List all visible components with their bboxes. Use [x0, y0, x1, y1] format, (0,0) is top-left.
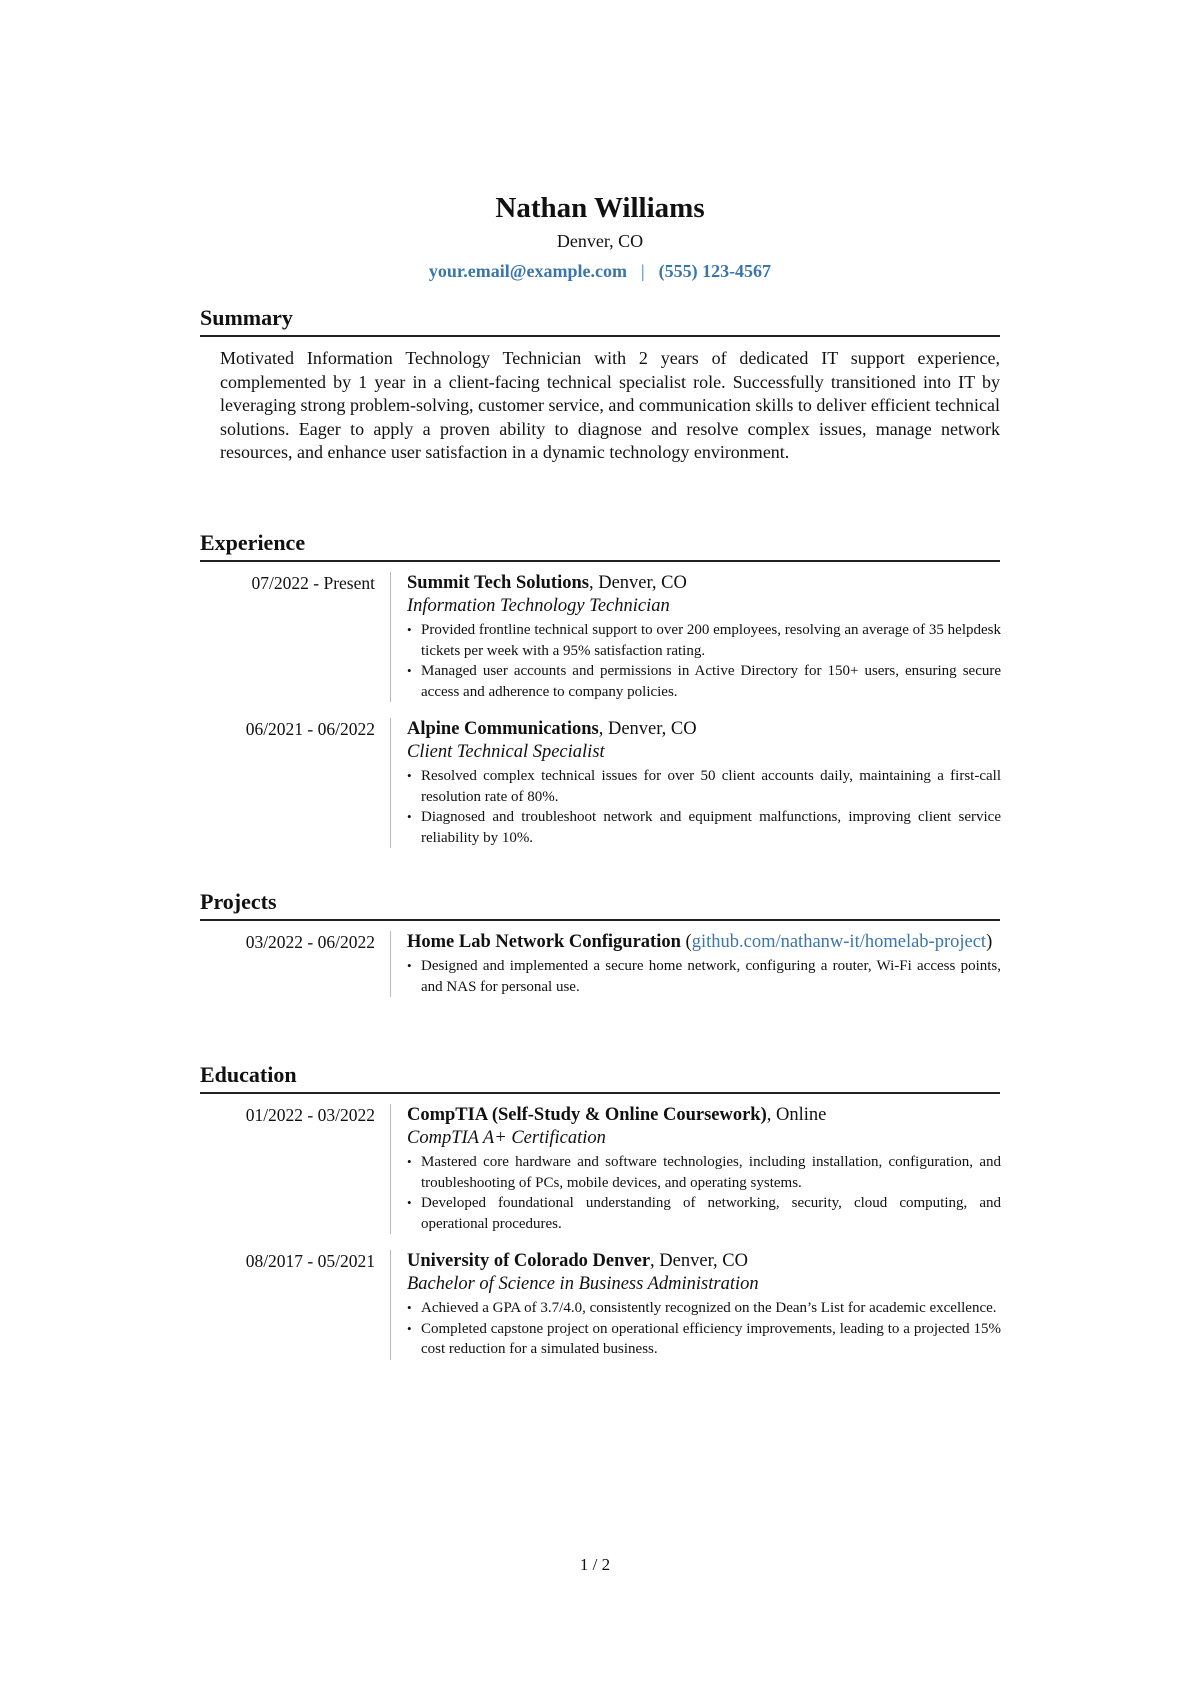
experience-entry: [200, 718, 1000, 848]
section-title-education: Education: [200, 1061, 1000, 1094]
education-section: [200, 1061, 1000, 1360]
entry-heading: [407, 718, 1001, 741]
link-open-paren: (: [680, 932, 692, 952]
entry-organization: University of Colorado Denver: [407, 1251, 651, 1271]
entry-bullets: [407, 1298, 1001, 1360]
page-number: 1 / 2: [579, 1555, 611, 1574]
section-title-projects: Projects: [200, 888, 1000, 921]
entry-date: 01/2022 - 03/2022: [245, 1105, 375, 1125]
entry-role: Client Technical Specialist: [407, 742, 605, 762]
summary-section: [200, 304, 1000, 465]
entry-body: [390, 1250, 1001, 1360]
experience-entry: [200, 572, 1000, 702]
entry-bullets: [407, 1152, 1001, 1234]
entry-location: , Denver, CO: [598, 719, 697, 739]
contact-separator: |: [640, 261, 645, 281]
bullet-item: • Achieved a GPA of 3.7/4.0, consistently recognized on the Dean’s List for academic excellence.: [407, 1298, 1001, 1319]
entry-date: 06/2021 - 06/2022: [245, 719, 375, 739]
entry-body: [390, 718, 1001, 848]
entry-body: [390, 572, 1001, 702]
entry-date: 03/2022 - 06/2022: [245, 932, 375, 952]
email-link[interactable]: your.email@example.com: [428, 261, 627, 281]
education-entry: [200, 1250, 1000, 1360]
project-name: Home Lab Network Configuration: [407, 932, 681, 952]
entry-body: [390, 931, 1001, 997]
candidate-location: Denver, CO: [556, 231, 644, 251]
education-entry: [200, 1104, 1000, 1234]
entry-location: , Online: [766, 1105, 827, 1125]
bullet-item: • Managed user accounts and permissions in Active Directory for 150+ users, ensuring secure access and adherence to company policies.: [407, 661, 1001, 702]
entry-bullets: [407, 620, 1001, 702]
bullet-item: • Developed foundational understanding of networking, security, cloud computing, and operational procedures.: [407, 1193, 1001, 1234]
entry-organization: Alpine Communications: [407, 719, 599, 739]
entry-heading: [407, 1104, 1001, 1127]
entry-bullets: [407, 956, 1001, 997]
entry-heading: [407, 1250, 1001, 1273]
bullet-item: • Completed capstone project on operational efficiency improvements, leading to a projected 15% cost reduction for a simulated business.: [407, 1319, 1001, 1360]
link-close-paren: ): [986, 932, 993, 952]
project-entry: [200, 931, 1000, 997]
section-title-summary: Summary: [200, 304, 1000, 337]
bullet-item: • Resolved complex technical issues for over 50 client accounts daily, maintaining a first-call resolution rate of 80%.: [407, 766, 1001, 807]
experience-section: [200, 529, 1000, 848]
bullet-item: • Mastered core hardware and software technologies, including installation, configuration, and troubleshooting of PCs, mobile devices, and operating systems.: [407, 1152, 1001, 1193]
entry-role: Information Technology Technician: [407, 596, 670, 616]
entry-location: , Denver, CO: [650, 1251, 748, 1271]
projects-section: [200, 888, 1000, 997]
entry-date: 07/2022 - Present: [251, 573, 375, 593]
phone-link[interactable]: (555) 123-4567: [658, 261, 772, 281]
entry-heading: [407, 572, 1001, 595]
entry-date: 08/2017 - 05/2021: [245, 1251, 375, 1271]
bullet-item: • Designed and implemented a secure home network, configuring a router, Wi-Fi access points, and NAS for personal use.: [407, 956, 1001, 997]
entry-role: CompTIA A+ Certification: [407, 1128, 606, 1148]
section-title-experience: Experience: [200, 529, 1000, 562]
entry-location: , Denver, CO: [588, 573, 687, 593]
contact-line: [200, 258, 1000, 284]
entry-heading: [407, 931, 1001, 954]
entry-bullets: [407, 766, 1001, 848]
entry-organization: Summit Tech Solutions: [407, 573, 589, 593]
resume-header: [200, 190, 1000, 284]
bullet-item: • Provided frontline technical support to over 200 employees, resolving an average of 35 helpdesk tickets per week with a 95% satisfaction rating.: [407, 620, 1001, 661]
bullet-item: • Diagnosed and troubleshoot network and equipment malfunctions, improving client service reliability by 10%.: [407, 807, 1001, 848]
entry-organization: CompTIA (Self-Study & Online Coursework): [407, 1105, 767, 1125]
project-link[interactable]: github.com/nathanw-it/homelab-project: [691, 932, 987, 952]
entry-body: [390, 1104, 1001, 1234]
entry-role: Bachelor of Science in Business Administration: [407, 1274, 759, 1294]
summary-text: Motivated Information Technology Technician with 2 years of dedicated IT support experience, complemented by 1 year in a client-facing technical specialist role. Successfully transitioned into IT by leveraging strong problem-solving, customer service, and communication skills to deliver efficient technical solutions. Eager to apply a proven ability to diagnose and resolve complex issues, manage network resources, and enhance user satisfaction in a dynamic technology environment.: [220, 348, 1000, 462]
candidate-name: Nathan Williams: [495, 192, 705, 224]
